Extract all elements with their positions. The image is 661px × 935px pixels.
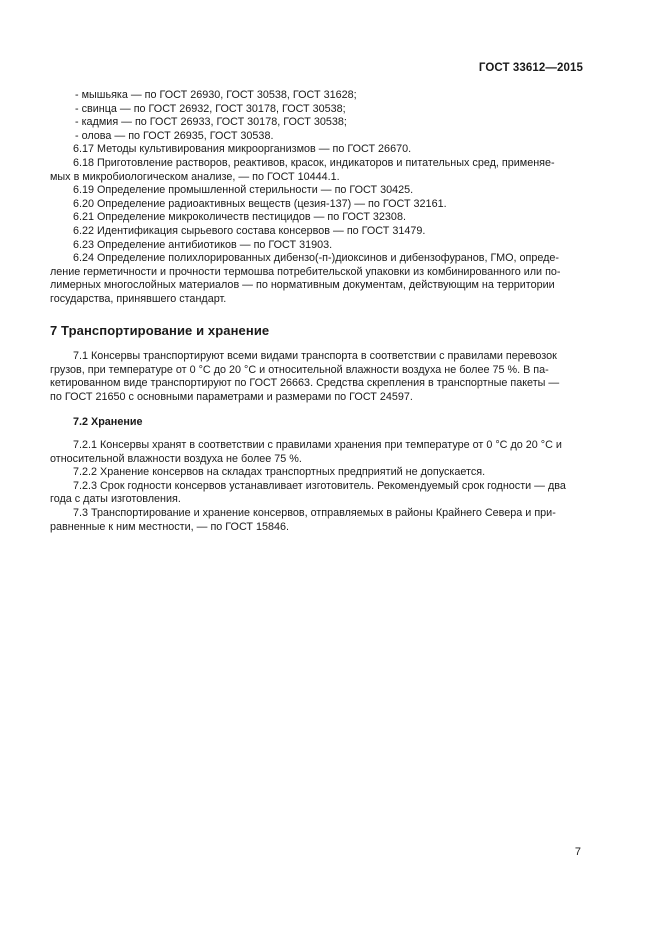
para-7-1-line-3: кетированном виде транспортируют по ГОСТ 26663. Средства скрепления в транспортные пакеты —: [50, 377, 560, 390]
item-6-21: 6.21 Определение микроколичеств пестицидов — по ГОСТ 32308.: [73, 211, 406, 224]
para-7-1-line-1: 7.1 Консервы транспортируют всеми видами транспорта в соответствии с правилами перевозок: [73, 350, 557, 363]
list-item-arsenic: - мышьяка — по ГОСТ 26930, ГОСТ 30538, ГОСТ 31628;: [75, 89, 357, 101]
list-item-tin: - олова — по ГОСТ 26935, ГОСТ 30538.: [75, 129, 274, 142]
item-6-18: [50, 156, 581, 184]
item-6-19: 6.19 Определение промышленной стерильности — по ГОСТ 30425.: [73, 184, 414, 197]
section-7-title: 7 Транспортирование и хранение: [50, 322, 270, 338]
para-7-2-3-line-2: года с даты изготовления.: [50, 493, 181, 506]
item-6-23: 6.23 Определение антибиотиков — по ГОСТ 31903.: [73, 238, 333, 251]
para-7-2-1-line-1: 7.2.1 Консервы хранят в соответствии с правилами хранения при температуре от 0 °С до 20 °С и: [73, 439, 562, 452]
list-item-lead: - свинца — по ГОСТ 26932, ГОСТ 30178, ГОСТ 30538;: [75, 102, 346, 115]
document-body: [50, 89, 581, 534]
item-6-24-line-1: 6.24 Определение полихлорированных дибензо(-п-)диоксинов и дибензофуранов, ГМО, опреде-: [73, 252, 560, 265]
item-6-24-line-3: лимерных многослойных материалов — по нормативным документам, действующим на территории: [50, 279, 555, 292]
para-7-2-3: [50, 479, 581, 507]
item-6-24-line-2: ление герметичности и прочности термошва потребительской упаковки из комбинированного или по-: [50, 265, 561, 278]
para-7-3-line-2: равненные к ним местности, — по ГОСТ 15846.: [50, 520, 289, 533]
item-6-22: 6.22 Идентификация сырьевого состава консервов — по ГОСТ 31479.: [73, 224, 426, 237]
item-6-20: 6.20 Определение радиоактивных веществ (цезия-137) — по ГОСТ 32161.: [73, 197, 447, 210]
item-6-24: [50, 252, 581, 306]
item-6-18-line-2: мых в микробиологическом анализе, — по ГОСТ 10444.1.: [50, 170, 340, 183]
para-7-3: [50, 507, 581, 534]
para-7-1-line-2: грузов, при температуре от 0 °С до 20 °С и относительной влажности воздуха не более 75 %. В па-: [50, 363, 549, 376]
item-6-18-line-1: 6.18 Приготовление растворов, реактивов, красок, индикаторов и питательных сред, применяе-: [73, 156, 555, 169]
document-code-header: ГОСТ 33612—2015: [478, 62, 583, 74]
page-number: 7: [574, 846, 581, 858]
para-7-2-2: 7.2.2 Хранение консервов на складах транспортных предприятий не допускается.: [73, 466, 486, 479]
para-7-3-line-1: 7.3 Транспортирование и хранение консервов, отправляемых в районы Крайнего Севера и при-: [73, 507, 556, 520]
para-7-1: [50, 350, 581, 404]
item-6-24-line-4: государства, принявшего стандарт.: [50, 292, 227, 305]
subsection-7-2-title: 7.2 Хранение: [73, 416, 143, 429]
item-6-17: 6.17 Методы культивирования микроорганизмов — по ГОСТ 26670.: [73, 143, 412, 156]
para-7-2-3-line-1: 7.2.3 Срок годности консервов устанавливает изготовитель. Рекомендуемый срок годности — два: [73, 479, 566, 492]
para-7-1-line-4: по ГОСТ 21650 с основными параметрами и размерами по ГОСТ 24597.: [50, 390, 413, 403]
para-7-2-1-line-2: относительной влажности воздуха не более 75 %.: [50, 452, 302, 465]
list-item-cadmium: - кадмия — по ГОСТ 26933, ГОСТ 30178, ГОСТ 30538;: [75, 116, 347, 129]
para-7-2-1: [50, 439, 581, 466]
